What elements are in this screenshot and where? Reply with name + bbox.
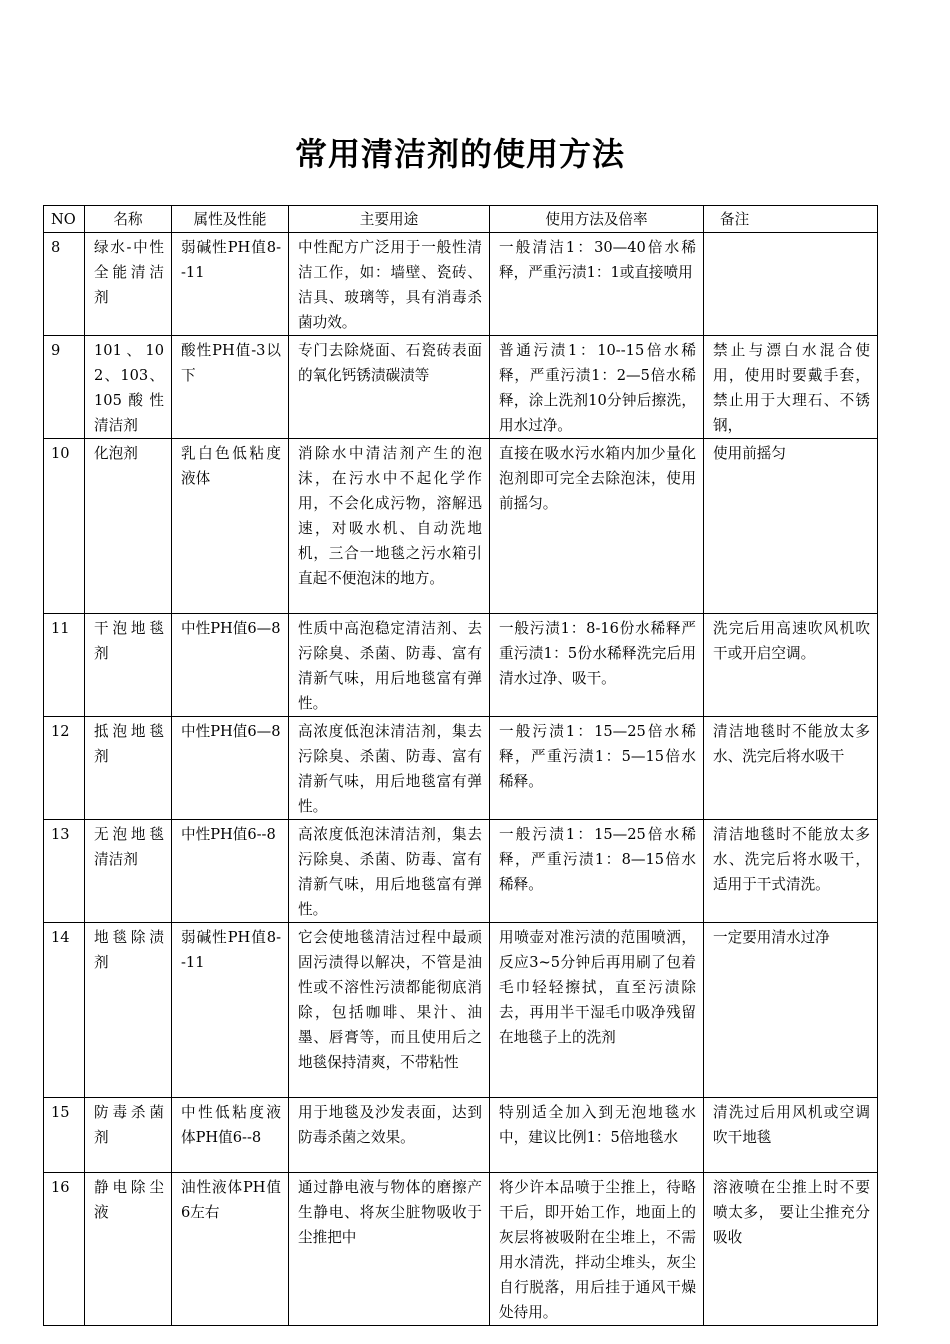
- table-row: [44, 717, 878, 820]
- cell-name: 101、102、103、105酸性清洁剂: [85, 336, 172, 439]
- cell-usage: 消除水中清洁剂产生的泡沫，在污水中不起化学作用，不会化成污物，溶解迅速，对吸水机、自动洗地机，三合一地毯之污水箱引直起不便泡沫的地方。: [289, 439, 490, 614]
- table-row: [44, 923, 878, 1098]
- header-property: 属性及性能: [172, 206, 289, 233]
- cell-note: 清洁地毯时不能放太多水、洗完后将水吸干，适用于干式清洗。: [704, 820, 878, 923]
- table-row: [44, 233, 878, 336]
- table-row: [44, 439, 878, 614]
- cell-property: 中性PH值6—8: [172, 717, 289, 820]
- cell-name: 绿水-中性全能清洁剂: [85, 233, 172, 336]
- cell-usage: 用于地毯及沙发表面，达到防毒杀菌之效果。: [289, 1098, 490, 1173]
- cell-method: 用喷壶对准污渍的范围喷洒，反应3~5分钟后再用刷了包着毛巾轻轻擦拭，直至污渍除去，再用半干湿毛巾吸净残留在地毯子上的洗剂: [490, 923, 704, 1098]
- cell-note: [704, 233, 878, 336]
- cell-no: 13: [44, 820, 85, 923]
- cell-property: 油性液体PH值6左右: [172, 1173, 289, 1326]
- cell-usage: 通过静电液与物体的磨擦产生静电、将灰尘脏物吸收于尘推把中: [289, 1173, 490, 1326]
- cell-note: 清洁地毯时不能放太多水、洗完后将水吸干: [704, 717, 878, 820]
- cell-name: 防毒杀菌剂: [85, 1098, 172, 1173]
- table-row: [44, 820, 878, 923]
- cell-no: 16: [44, 1173, 85, 1326]
- cell-name: 地毯除渍剂: [85, 923, 172, 1098]
- cell-usage: 高浓度低泡沫清洁剂，集去污除臭、杀菌、防毒、富有清新气味，用后地毯富有弹性。: [289, 820, 490, 923]
- cell-name: 化泡剂: [85, 439, 172, 614]
- cell-note: 一定要用清水过净: [704, 923, 878, 1098]
- table-row: [44, 1098, 878, 1173]
- cell-note: 使用前摇匀: [704, 439, 878, 614]
- cell-method: 普通污渍1：10--15倍水稀释，严重污渍1：2—5倍水稀释，涂上洗剂10分钟后擦洗，用水过净。: [490, 336, 704, 439]
- cell-property: 弱碱性PH值8--11: [172, 233, 289, 336]
- cell-note: 洗完后用高速吹风机吹干或开启空调。: [704, 614, 878, 717]
- cell-usage: 高浓度低泡沫清洁剂，集去污除臭、杀菌、防毒、富有清新气味，用后地毯富有弹性。: [289, 717, 490, 820]
- header-name: 名称: [85, 206, 172, 233]
- cell-no: 12: [44, 717, 85, 820]
- cell-property: 中性PH值6—8: [172, 614, 289, 717]
- cell-note: 清洗过后用风机或空调吹干地毯: [704, 1098, 878, 1173]
- cell-method: 一般污渍1：15—25倍水稀释，严重污渍1：8—15倍水稀释。: [490, 820, 704, 923]
- cell-no: 11: [44, 614, 85, 717]
- cell-name: 无泡地毯清洁剂: [85, 820, 172, 923]
- cell-no: 10: [44, 439, 85, 614]
- cell-no: 14: [44, 923, 85, 1098]
- cell-no: 8: [44, 233, 85, 336]
- cell-method: 特别适全加入到无泡地毯水中，建议比例1：5倍地毯水: [490, 1098, 704, 1173]
- table-header-row: [44, 206, 878, 233]
- table-row: [44, 336, 878, 439]
- cell-method: 一般污渍1：8-16份水稀释严重污渍1：5份水稀释洗完后用清水过净、吸干。: [490, 614, 704, 717]
- header-note: 备注: [704, 206, 878, 233]
- cell-usage: 专门去除烧面、石瓷砖表面的氧化钙锈渍碳渍等: [289, 336, 490, 439]
- cell-property: 酸性PH值-3以下: [172, 336, 289, 439]
- cell-usage: 它会使地毯清洁过程中最顽固污渍得以解决，不管是油性或不溶性污渍都能彻底消除，包括咖啡、果汁、油墨、唇膏等，而且使用后之地毯保持清爽，不带粘性: [289, 923, 490, 1098]
- cell-usage: 性质中高泡稳定清洁剂、去污除臭、杀菌、防毒、富有清新气味，用后地毯富有弹性。: [289, 614, 490, 717]
- cell-usage: 中性配方广泛用于一般性清洁工作，如：墙壁、瓷砖、洁具、玻璃等，具有消毒杀菌功效。: [289, 233, 490, 336]
- header-usage: 主要用途: [289, 206, 490, 233]
- header-no: NO: [44, 206, 85, 233]
- table-row: [44, 614, 878, 717]
- cell-method: 一般污渍1：15—25倍水稀释，严重污渍1：5—15倍水稀释。: [490, 717, 704, 820]
- cell-no: 15: [44, 1098, 85, 1173]
- cell-method: 将少许本品喷于尘推上，待略干后，即开始工作，地面上的灰层将被吸附在尘堆上，不需用水清洗，拌动尘堆头，灰尘自行脱落，用后挂于通风干燥处待用。: [490, 1173, 704, 1326]
- cell-property: 乳白色低粘度液体: [172, 439, 289, 614]
- cell-method: 直接在吸水污水箱内加少量化泡剂即可完全去除泡沫，使用前摇匀。: [490, 439, 704, 614]
- cell-note: 禁止与漂白水混合使用，使用时要戴手套，禁止用于大理石、不锈钢，: [704, 336, 878, 439]
- cell-name: 静电除尘液: [85, 1173, 172, 1326]
- cell-note: 溶液喷在尘推上时不要喷太多， 要让尘推充分吸收: [704, 1173, 878, 1326]
- cell-property: 弱碱性PH值8--11: [172, 923, 289, 1098]
- cell-name: 干泡地毯剂: [85, 614, 172, 717]
- cell-name: 抵泡地毯剂: [85, 717, 172, 820]
- page-title: 常用清洁剂的使用方法: [294, 135, 625, 173]
- header-method: 使用方法及倍率: [490, 206, 704, 233]
- table-row: [44, 1173, 878, 1326]
- cleaning-agents-table: [43, 205, 878, 1326]
- cell-property: 中性PH值6--8: [172, 820, 289, 923]
- cell-property: 中性低粘度液体PH值6--8: [172, 1098, 289, 1173]
- cell-no: 9: [44, 336, 85, 439]
- cell-method: 一般清洁1：30—40倍水稀释，严重污渍1：1或直接喷用: [490, 233, 704, 336]
